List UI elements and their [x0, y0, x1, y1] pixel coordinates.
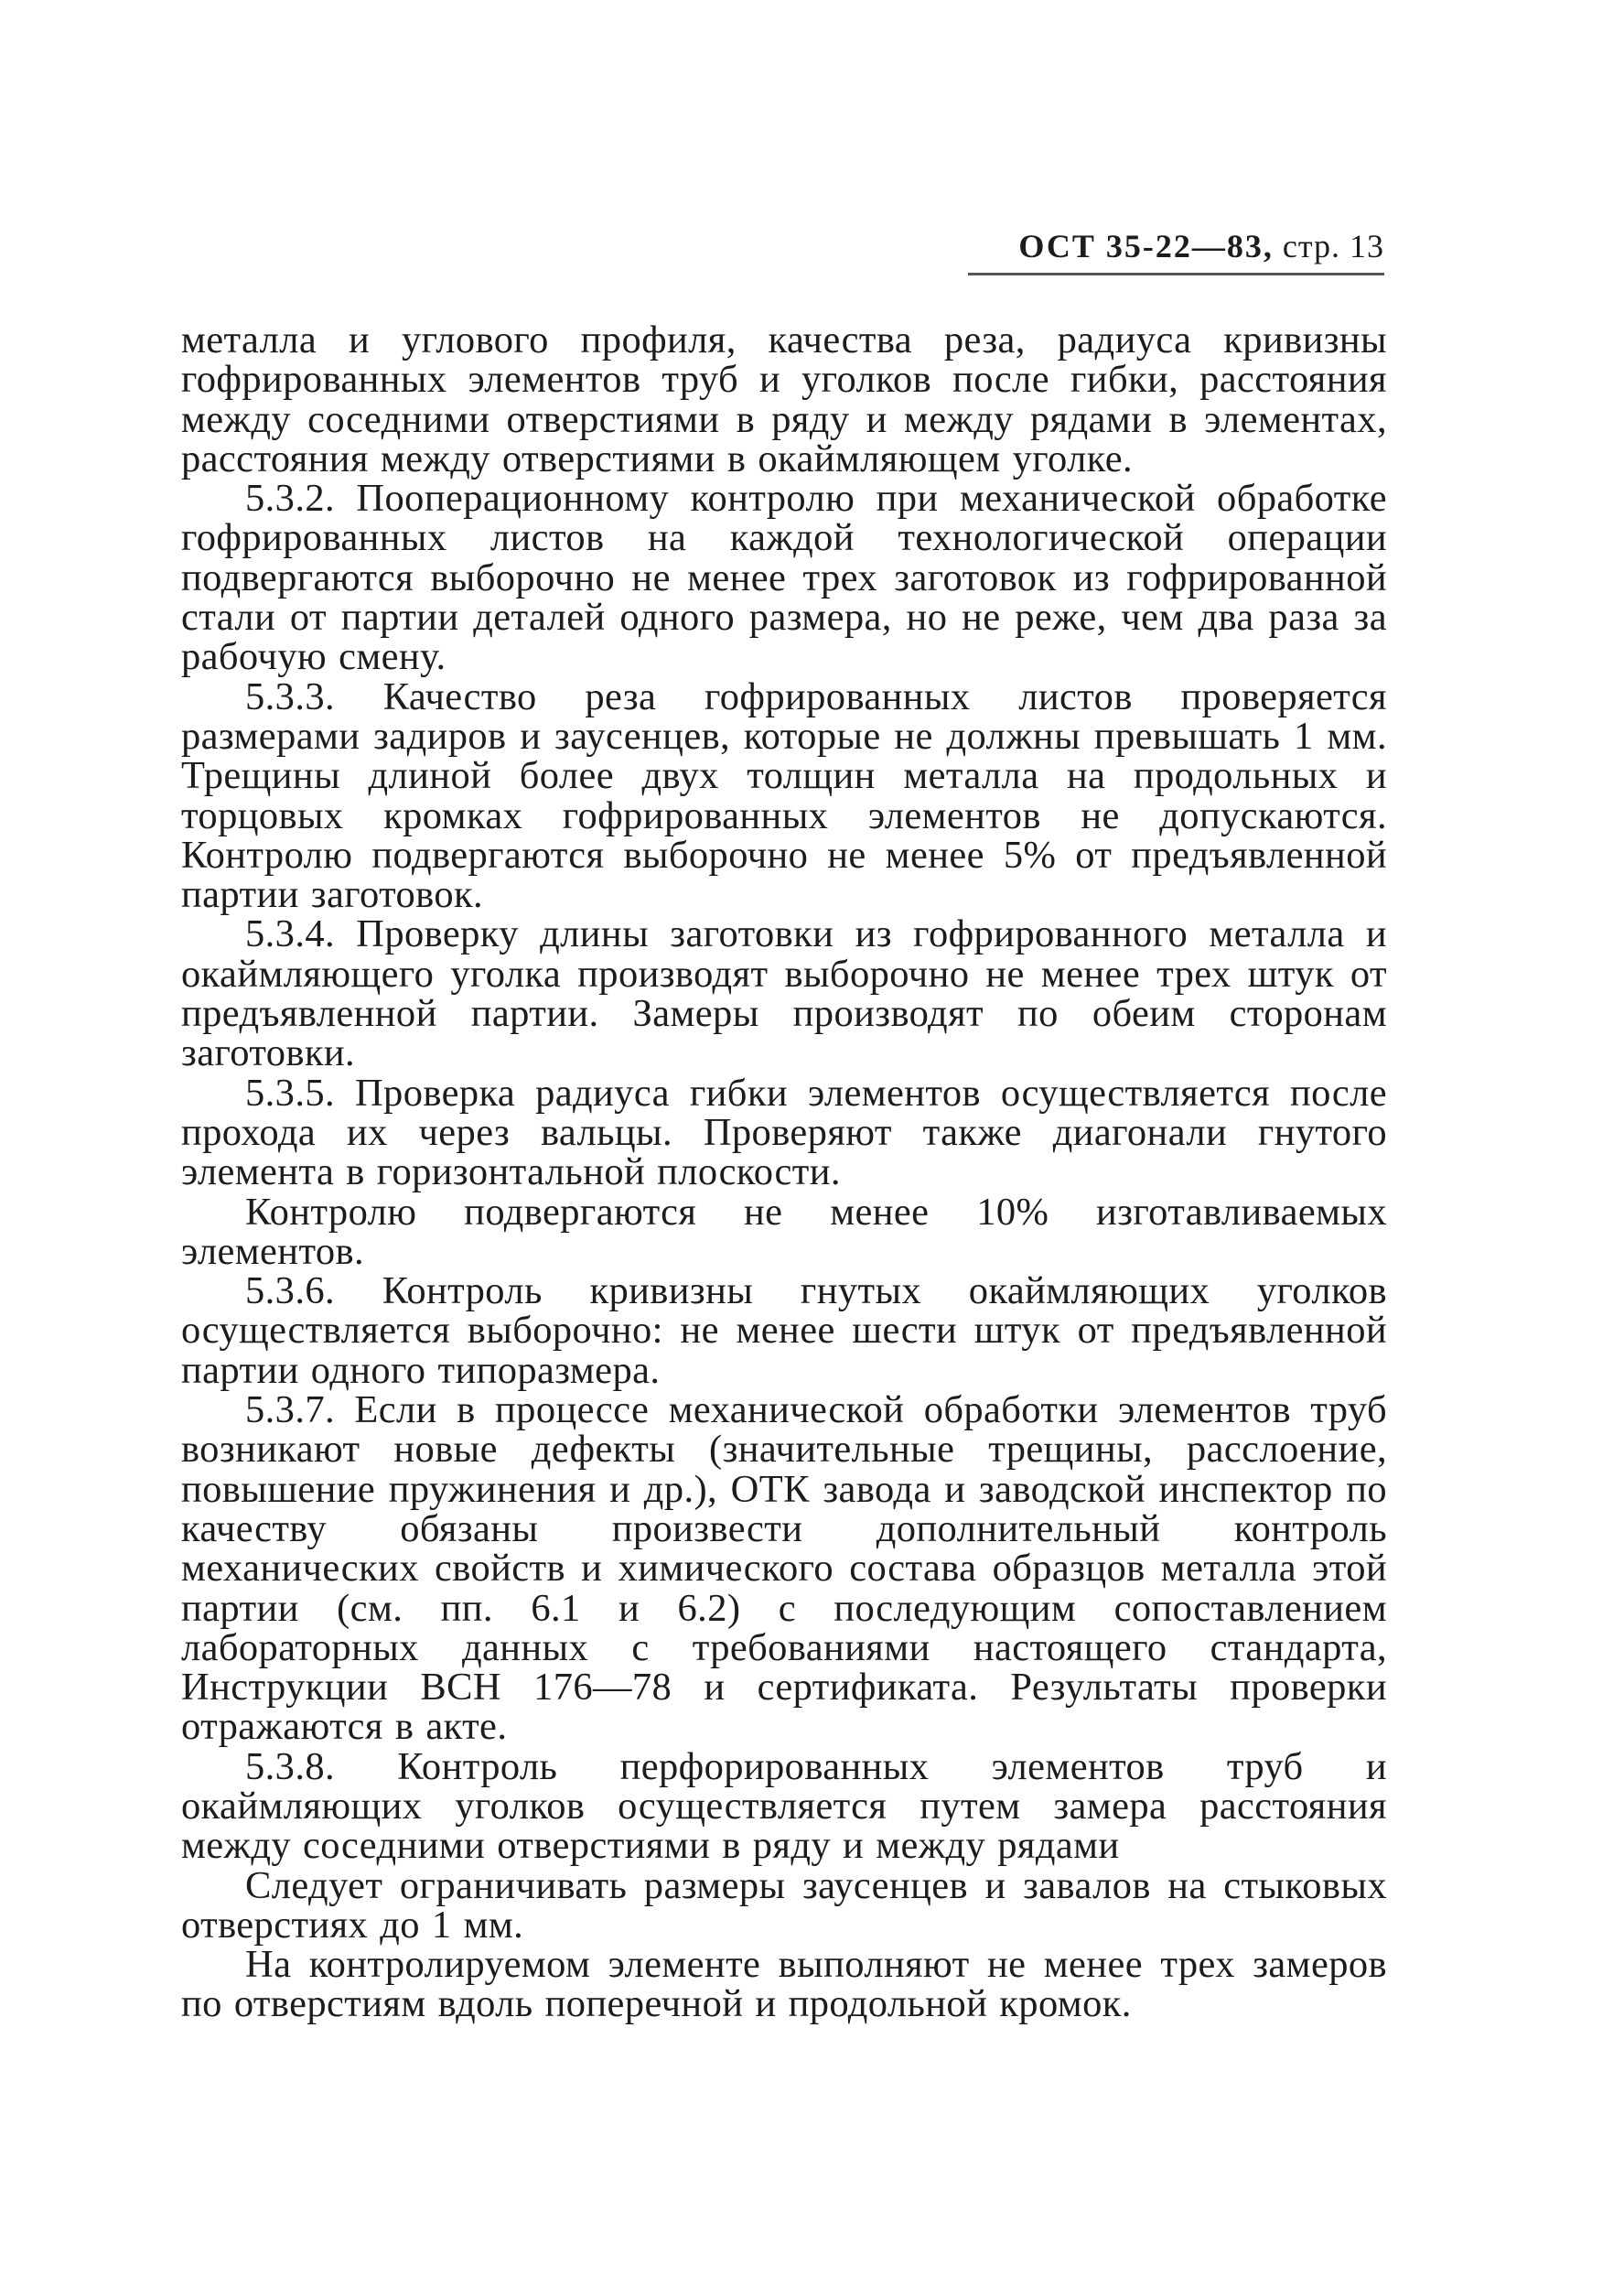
paragraph-5-3-8-measurements: На контролируемом элементе выполняют не менее трех замеров по отверстиям вдоль поперечной и продольной кромок. [181, 1943, 1387, 2026]
paragraph-5-3-5: 5.3.5. Проверка радиуса гибки элементов осуществляется после прохода их через вальцы. Проверяют также диагонали гнутого элемента в горизонтальной плоскости. [181, 1071, 1387, 1194]
paragraph-5-3-8-burrs: Следует ограничивать размеры заусенцев и завалов на стыковых отверстиях до 1 мм. [181, 1863, 1387, 1947]
standard-code: ОСТ 35-22—83, [1018, 228, 1274, 264]
header-rule [968, 273, 1384, 275]
paragraph-5-3-5-control: Контролю подвергаются не менее 10% изготавливаемых элементов. [181, 1190, 1387, 1273]
body-text [181, 320, 1387, 2024]
paragraph-5-3-7: 5.3.7. Если в процессе механической обработки элементов труб возникают новые дефекты (значительные трещины, расслоение, повышение пружинения и др.), ОТК завода и заводской инспектор по качеству обязаны произвести дополнительный контроль механических свойств и химического состава образцов металла этой партии (см. пп. 6.1 и 6.2) с последующим сопоставлением лабораторных данных с требованиями настоящего стандарта, Инструкции ВСН 176—78 и сертификата. Результаты проверки отражаются в акте. [181, 1388, 1387, 1749]
paragraph-5-3-3: 5.3.3. Качество реза гофрированных листов проверяется размерами задиров и заусенцев, которые не должны превышать 1 мм. Трещины длиной более двух толщин металла на продольных и торцовых кромках гофрированных элементов не допускаются. Контролю подвергаются выборочно не менее 5% от предъявленной партии заготовок. [181, 674, 1387, 917]
page-number: стр. 13 [1282, 228, 1384, 264]
paragraph-continuation: металла и углового профиля, качества реза, радиуса кривизны гофрированных элементов труб и уголков после гибки, расстояния между соседними отверстиями в ряду и между рядами в элементах, расстояния между отверстиями в окаймляющем уголке. [181, 318, 1387, 480]
paragraph-5-3-4: 5.3.4. Проверку длины заготовки из гофрированного металла и окаймляющего уголка производят выборочно не менее трех штук от предъявленной партии. Замеры производят по обеим сторонам заготовки. [181, 912, 1387, 1075]
paragraph-5-3-6: 5.3.6. Контроль кривизны гнутых окаймляющих уголков осуществляется выборочно: не менее шести штук от предъявленной партии одного типоразмера. [181, 1269, 1387, 1392]
paragraph-5-3-2: 5.3.2. Пооперационному контролю при механической обработке гофрированных листов на каждой технологической операции подвергаются выборочно не менее трех заготовок из гофрированной стали от партии деталей одного размера, но не реже, чем два раза за рабочую смену. [181, 477, 1387, 679]
paragraph-5-3-8: 5.3.8. Контроль перфорированных элементов труб и окаймляющих уголков осуществляется путем замера расстояния между соседними отверстиями в ряду и между рядами [181, 1744, 1387, 1868]
page-header [1018, 227, 1384, 265]
